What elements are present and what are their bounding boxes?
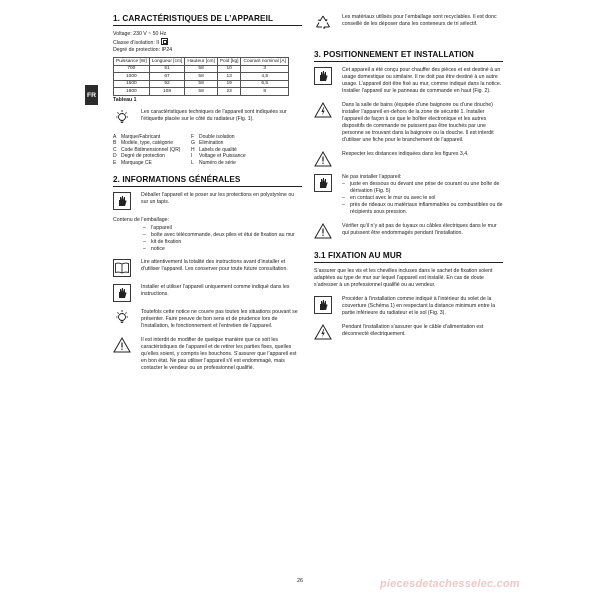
pipes-cables-warning [314,223,503,239]
col-height: Hauteur [cm] [185,58,217,66]
read-text: Lire attentivement la totalité des instructions avant d’installer et d’utiliser l’appareil. Les conserver pour toute future consultation. [141,258,288,272]
language-tab: FR [85,85,98,105]
spec-table-header [114,58,289,66]
legend-key: C [113,146,117,153]
list-item: – l’appareil [143,225,302,232]
cell: 58 [185,65,217,73]
page-number: 26 [296,578,304,584]
legend-value: Code Bidimensionnel (QR) [121,146,181,153]
legend-value: Double isolation [199,133,235,140]
legend-value: Labels de qualité [199,146,237,153]
common-sense-text: Toutefois cette notice ne couvre pas toutes les situations pouvant se présenter. Faire preuve de bon sens et de prudence lors de l’installation, le fonctionnement et l’entretien de l’appareil. [141,308,298,329]
intended-use [314,67,503,95]
legend-key: A [113,133,117,140]
power-disconnect-warning [314,324,503,340]
common-sense-note [113,309,302,330]
site-watermark: piecesdetachesselec.com [380,578,520,590]
table-caption: Tableau 1 [113,96,137,103]
legend-key: E [113,160,117,167]
warning-icon [314,151,338,167]
cell: 1800 [114,88,150,96]
legend-value: Elimination [199,140,224,147]
install-instruction [113,284,302,302]
double-insulation-icon [161,38,168,45]
lightbulb-icon [113,109,137,127]
do-not-install-list [342,181,503,216]
col-length: Longueur [cm] [149,58,185,66]
legend-key: I [191,153,193,160]
cell: 58 [185,73,217,81]
hand-icon [314,296,338,314]
section-2-title: 2. INFORMATIONS GÉNÉRALES [113,174,241,184]
electric-hazard-icon [314,324,338,340]
cell: 3 [241,65,288,73]
pipes-cables-text: Vérifier qu’il n’y ait pas de tuyaux ou câbles électriques dans le mur qui puissent être endommagés pendant l’installation. [342,223,497,237]
section-1-rule [113,25,302,26]
table-row [114,73,289,81]
hand-icon [314,174,338,192]
spec-table [113,57,289,96]
list-item: – kit de fixation [143,239,302,246]
cell: 58 [185,80,217,88]
recycle-icon [314,14,338,32]
cell: 4,5 [241,73,288,81]
table-row [114,88,289,96]
lightbulb-icon [113,309,137,327]
modification-warning [113,337,302,372]
legend-key: B [113,140,117,147]
warning-icon [113,337,137,353]
mounting-procedure [314,296,503,317]
section-3-title: 3. POSITIONNEMENT ET INSTALLATION [314,50,474,59]
legend-value: Modèle, type, catégorie [121,140,173,147]
open-book-icon [113,259,137,277]
intended-use-text: Cet appareil a été conçu pour chauffer des pièces et est destiné à un usage domestique ou similaire. Il ne doit pas être destiné à un autre usage. L’appareil doit être fixé au mur, comme indiqué dans la notice. Installer l’appareil sur le panneau de commande en haut (Fig. 2). [342,67,502,95]
spec-voltage: Voltage: 230 V ~ 50 Hz [113,31,167,38]
bathroom-text: Dans la salle de bains (équipée d’une baignoire ou d’une douche) installer l’appareil en-dehors de la zone de sécurité 1. Installer l’appareil de façon à ce que le boîtier électronique et les autres dispositifs de commande ne puissent pas être touchés par une personne se trouvant dans la baignoire ou la douche. Il est interdit d’utiliser une fiche pour le branchement de l’appareil. [342,102,494,144]
legend-key: G [191,140,195,147]
distances-text: Respecter les distances indiquées dans les figures 3,4. [342,151,469,158]
recycling-note [314,14,503,32]
note-text: Les caractéristiques techniques de l’appareil sont indiquées sur l’étiquette placée sur le côté du radiateur (Fig. 1). [141,108,287,122]
spec-protection: Degré de protection: IP24 [113,47,173,54]
legend-key: L [191,160,194,167]
legend-value: Marque/Fabricant [121,133,161,140]
power-disconnect-text: Pendant l’installation s’assurer que le câble d’alimentation est déconnecté électriquement. [342,324,484,338]
do-not-install [314,174,503,216]
cell: 8 [241,88,288,96]
legend-key: F [191,133,195,140]
legend-key: H [191,146,195,153]
hand-icon [113,192,137,210]
cell: 700 [114,65,150,73]
modification-warning-text: Il est interdit de modifier de quelque manière que ce soit les caractéristiques de l’appareil et de retirer les parties fixes, quelles qu’elles soient, y compris les bouchons. S’assurer que l’appareil est en bon état. Ne pas utiliser l’appareil s’il est endommagé, mais contacter le vendeur ou un professionnel qualifié. [141,336,297,371]
recycling-text: Les matériaux utilisés pour l’emballage sont recyclables. Il est donc conseillé de les déposer dans les conteneurs de tri sélectif. [342,14,497,27]
left-column [113,14,302,379]
list-item: – notice [143,246,302,253]
section-3-rule [314,61,503,62]
list-item: – en contact avec le mur ou avec le sol [342,195,503,202]
cell: 92 [149,80,185,88]
cell: 1000 [114,73,150,81]
legend-key: D [113,153,117,160]
cell: 19 [217,80,241,88]
do-not-install-block [342,174,503,216]
section-3-1-title: 3.1 FIXATION AU MUR [314,251,402,261]
list-item: – juste en dessous ou devant une prise de courant ou une boîte de dérivation (Fig. 5) [342,181,503,195]
electric-hazard-icon [314,102,338,118]
cell: 13 [217,73,241,81]
mounting-text: Procéder à l’installation comme indiqué à l’intérieur du volet de la couverture (Schéma 1) en respectant la distance minimum entre la partie inférieure du radiateur et le sol (Fig. 3). [342,296,496,317]
cell: 6,5 [241,80,288,88]
warning-icon [314,223,338,239]
contents-list [113,225,302,253]
note-label-location [113,109,302,127]
legend-value: Marquage CE [121,160,152,167]
table-row [114,80,289,88]
cell: 108 [149,88,185,96]
cell: 1500 [114,80,150,88]
right-column [314,14,503,347]
table-row [114,65,289,73]
col-weight: Poid [kg] [217,58,241,66]
install-text: Installer et utiliser l’appareil uniquement comme indiqué dans les instructions. [141,283,290,297]
hand-icon [314,67,338,85]
hand-icon [113,284,137,302]
legend-value: Voltage et Puissance [199,153,246,160]
cell: 58 [185,88,217,96]
cell: 23 [217,88,241,96]
section-1-title: 1. CARACTÉRISTIQUES DE L’APPAREIL [113,14,274,23]
distances-warning [314,151,503,167]
spec-insulation: Classe d’isolation: II [113,38,302,47]
cell: 67 [149,73,185,81]
cell: 10 [217,65,241,73]
list-item: – près de rideaux ou matériaux inflammables ou combustibles ou de récipients sous pression. [342,202,503,216]
legend-value: Degré de protection [121,153,165,160]
legend-value: Numéro de série [199,160,236,167]
col-power: Puissance [W] [114,58,150,66]
label-legend [113,134,302,167]
bathroom-electric-warning [314,102,503,144]
read-instruction [113,259,302,277]
list-item: – boîte avec télécommande, deux piles et étui de fixation au mur [143,232,302,239]
section-2-rule [113,186,302,187]
contents-title: Contenu de l’emballage: [113,216,169,223]
screws-text: S’assurer que les vis et les chevilles incluses dans le sachet de fixation soient adaptées au type de mur sur lequel l’appareil est installé. En cas de doute s’adresser à un professionnel qualifié ou au vendeur. [314,268,493,289]
do-not-install-title: Ne pas installer l’appareil: [342,174,402,181]
col-current: Courant nominal [A] [241,58,288,66]
section-3-1-rule [314,262,503,263]
cell: 51 [149,65,185,73]
unpack-text: Déballer l’appareil et le poser sur les protections en polystyrène ou sur un tapis. [141,191,295,205]
unpack-instruction [113,192,302,210]
